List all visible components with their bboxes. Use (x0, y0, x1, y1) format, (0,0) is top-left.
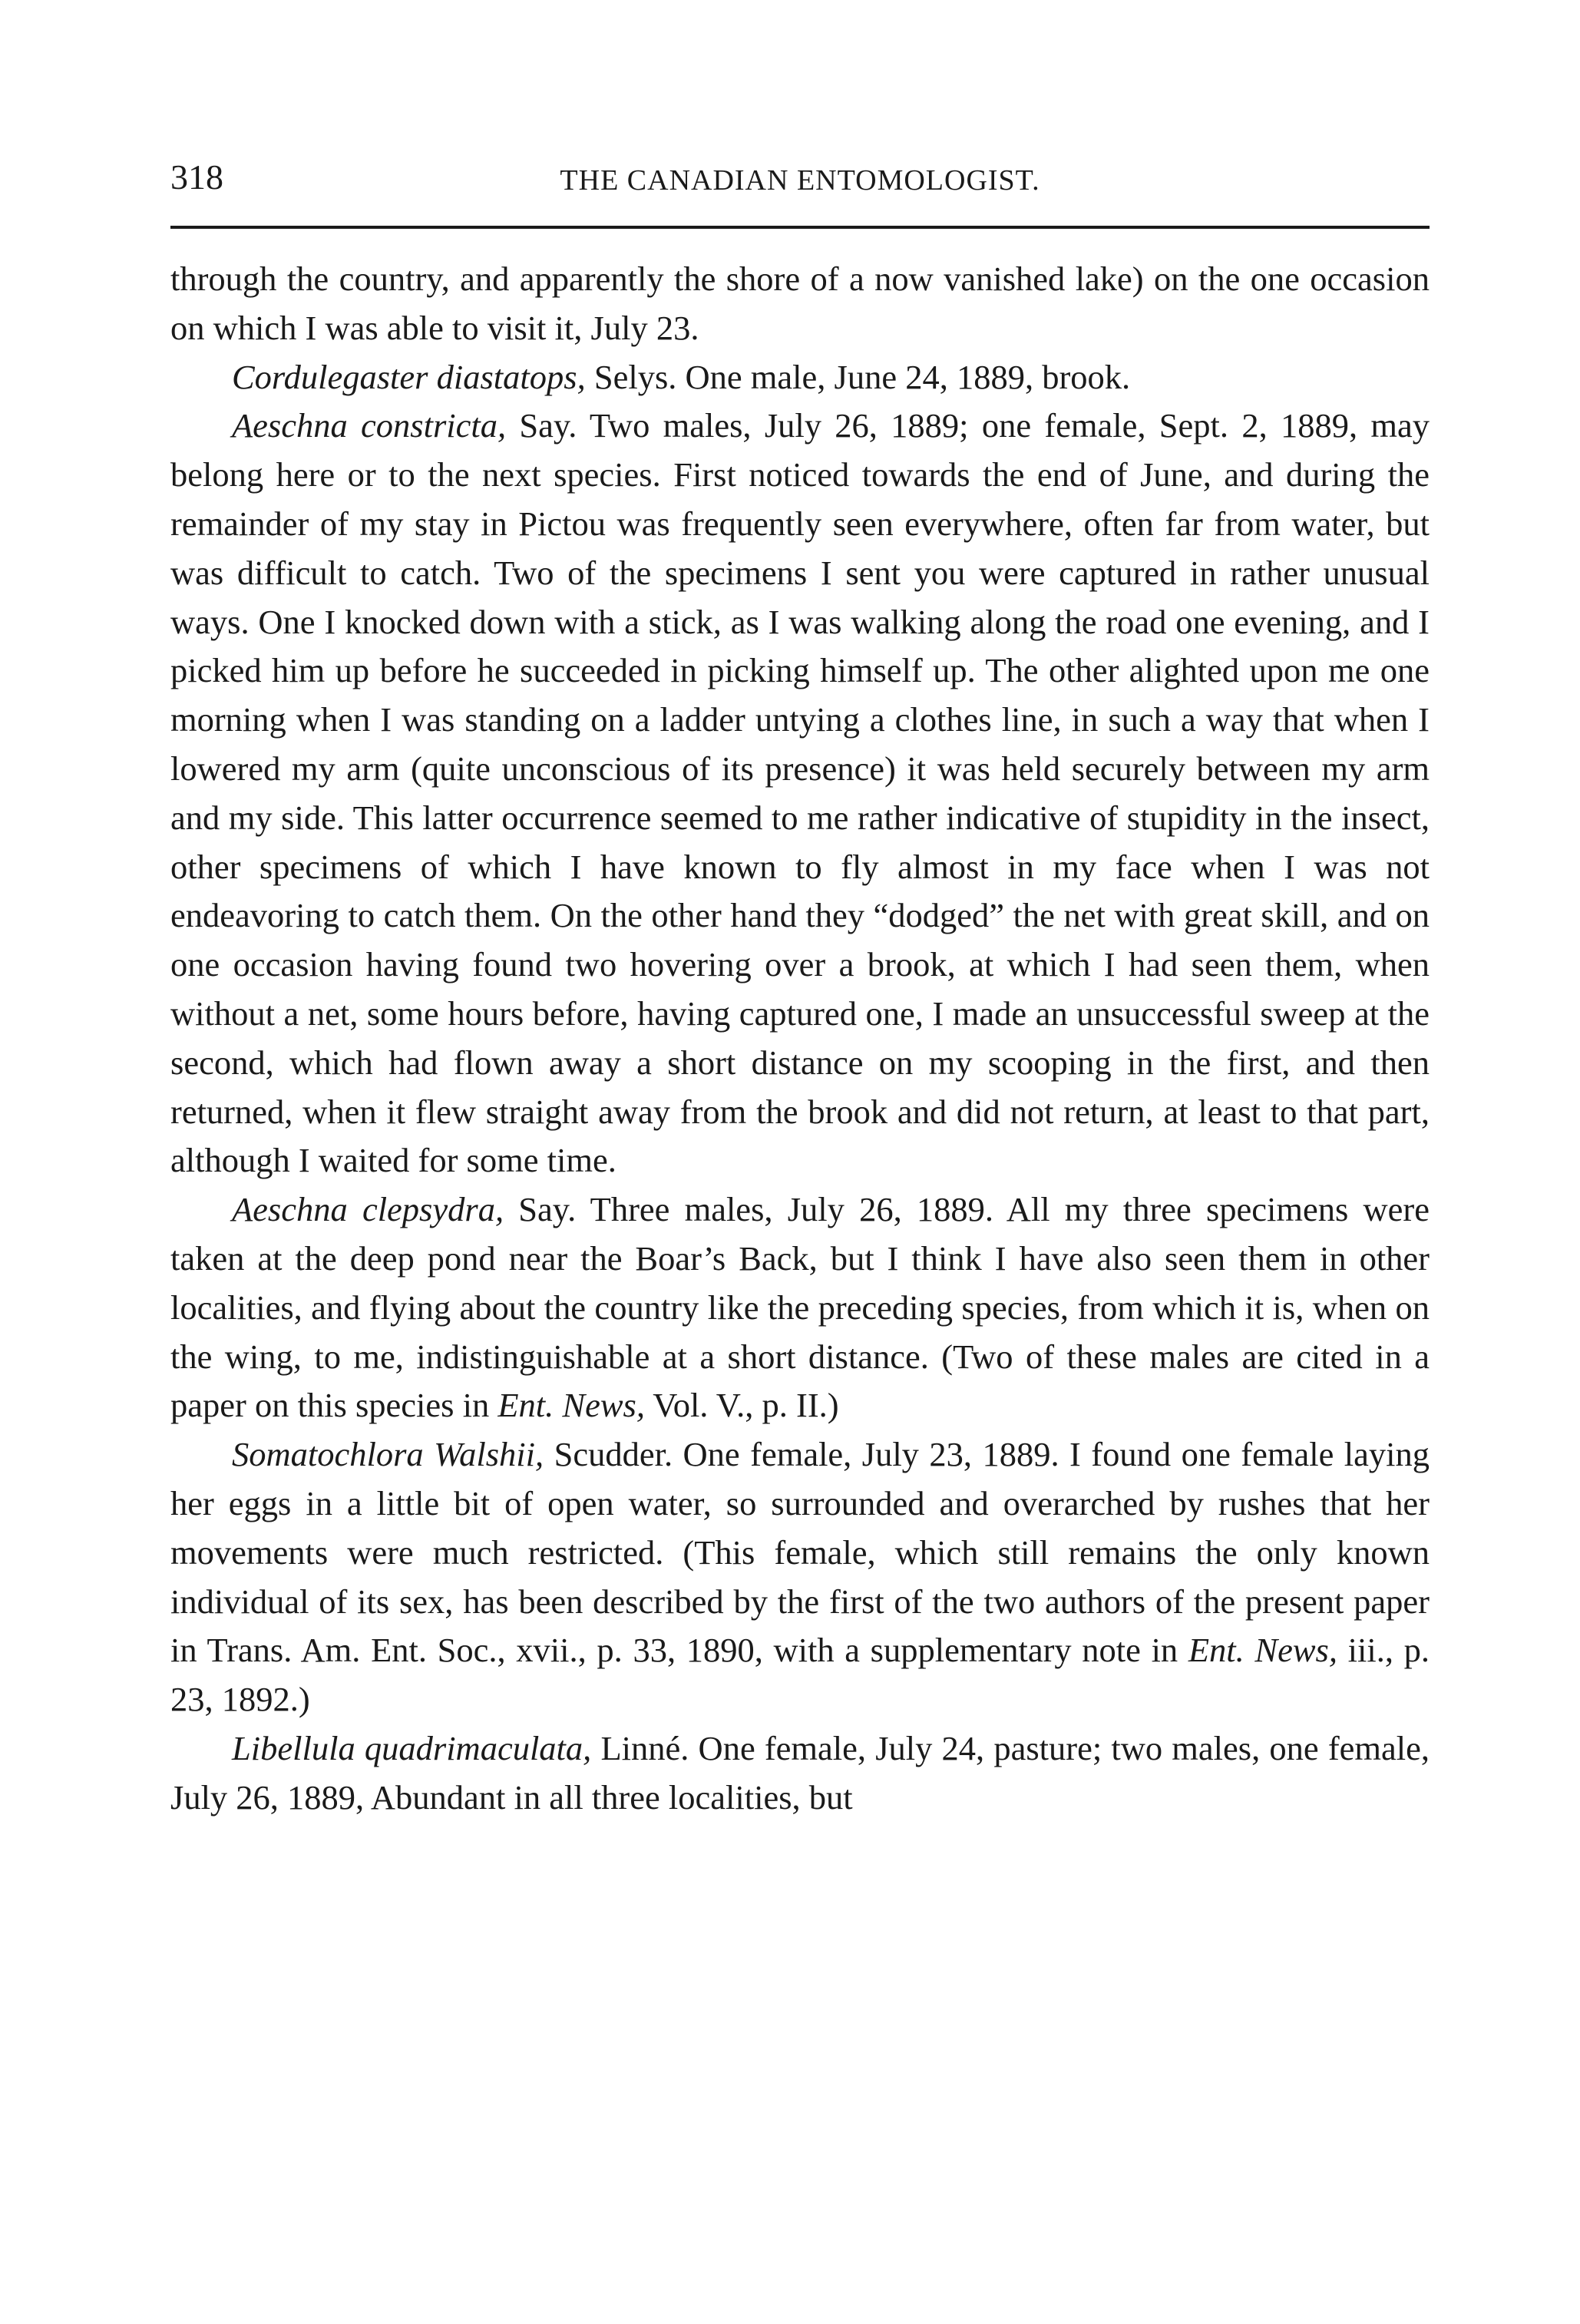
header-rule (170, 226, 1430, 229)
paragraph-continuation (170, 255, 1430, 353)
species-name: Libellula quadrimaculata, (232, 1728, 592, 1767)
paragraph-cordulegaster (170, 353, 1430, 402)
paragraph-text: Linné. One female, July 24, pasture; two males, one female, July 26, 1889, Abundant in all three localities, but (170, 1728, 1430, 1817)
paragraph-text: Say. Three males, July 26, 1889. All my three specimens were taken at the deep pond near the Boar’s Back, but I think I have also seen them in other localities, and flying about the country like the preceding species, from which it is, when on the wing, to me, indistinguishable at a short distance. (Two of these males are cited in a paper on this species in (170, 1190, 1430, 1425)
paragraph-somatochlora (170, 1430, 1430, 1724)
running-title: THE CANADIAN ENTOMOLOGIST. (560, 164, 1040, 197)
paragraph-aeschna-constricta (170, 402, 1430, 1185)
species-name: Somatochlora Walshii, (232, 1435, 544, 1474)
paragraph-text: Say. Two males, July 26, 1889; one female, Sept. 2, 1889, may belong here or to the next species. First noticed towards the end of June, and during the remainder of my stay in Pictou was frequently seen everywhere, often far from water, but was difficult to catch. Two of the specimens I sent you were captured in rather unusual ways. One I knocked down with a stick, as I was walking along the road one evening, and I picked him up before he succeeded in picking himself up. The other alighted upon me one morning when I was standing on a ladder untying a clothes line, in such a way that when I lowered my arm (quite unconscious of its presence) it was held securely between my arm and my side. This latter occurrence seemed to me rather indicative of stupidity in the insect, other specimens of which I have known to fly almost in my face when I was not endeavoring to catch them. On the other hand they “dodged” the net with great skill, and on one occasion having found two hovering over a brook, at which I had seen them, when without a net, some hours before, having captured one, I made an unsuccessful sweep at the second, which had flown away a short distance on my scooping in the first, and then returned, when it flew straight away from the brook and did not return, at least to that part, although I waited for some time. (170, 406, 1430, 1180)
journal-title: Ent. News, (1188, 1631, 1337, 1670)
page-number: 318 (170, 157, 223, 197)
paragraph-libellula (170, 1724, 1430, 1823)
paragraph-text: Selys. One male, June 24, 1889, brook. (585, 357, 1131, 396)
paragraph-text: Vol. V., p. II.) (644, 1386, 839, 1425)
species-name: Aeschna constricta, (232, 406, 507, 445)
paragraph-aeschna-clepsydra (170, 1185, 1430, 1430)
species-name: Aeschna clepsydra, (232, 1190, 504, 1229)
body-text (170, 255, 1430, 1823)
paragraph-text: iii., p. 23, 1892.) (170, 1631, 1430, 1719)
paragraph-text: through the country, and apparently the shore of a now vanished lake) on the one occasion on which I was able to visit it, July 23. (170, 260, 1430, 347)
species-name: Cordulegaster diastatops, (232, 357, 586, 396)
paragraph-text: Scudder. One female, July 23, 1889. I found one female laying her eggs in a little bit of open water, so surrounded and overarched by rushes that her movements were much restricted. (This female, which still remains the only known individual of its sex, has been described by the first of the two authors of the present paper in Trans. Am. Ent. Soc., xvii., p. 33, 1890, with a supplementary note in (170, 1435, 1430, 1670)
page-header (170, 150, 1430, 204)
journal-title: Ent. News, (497, 1386, 645, 1425)
